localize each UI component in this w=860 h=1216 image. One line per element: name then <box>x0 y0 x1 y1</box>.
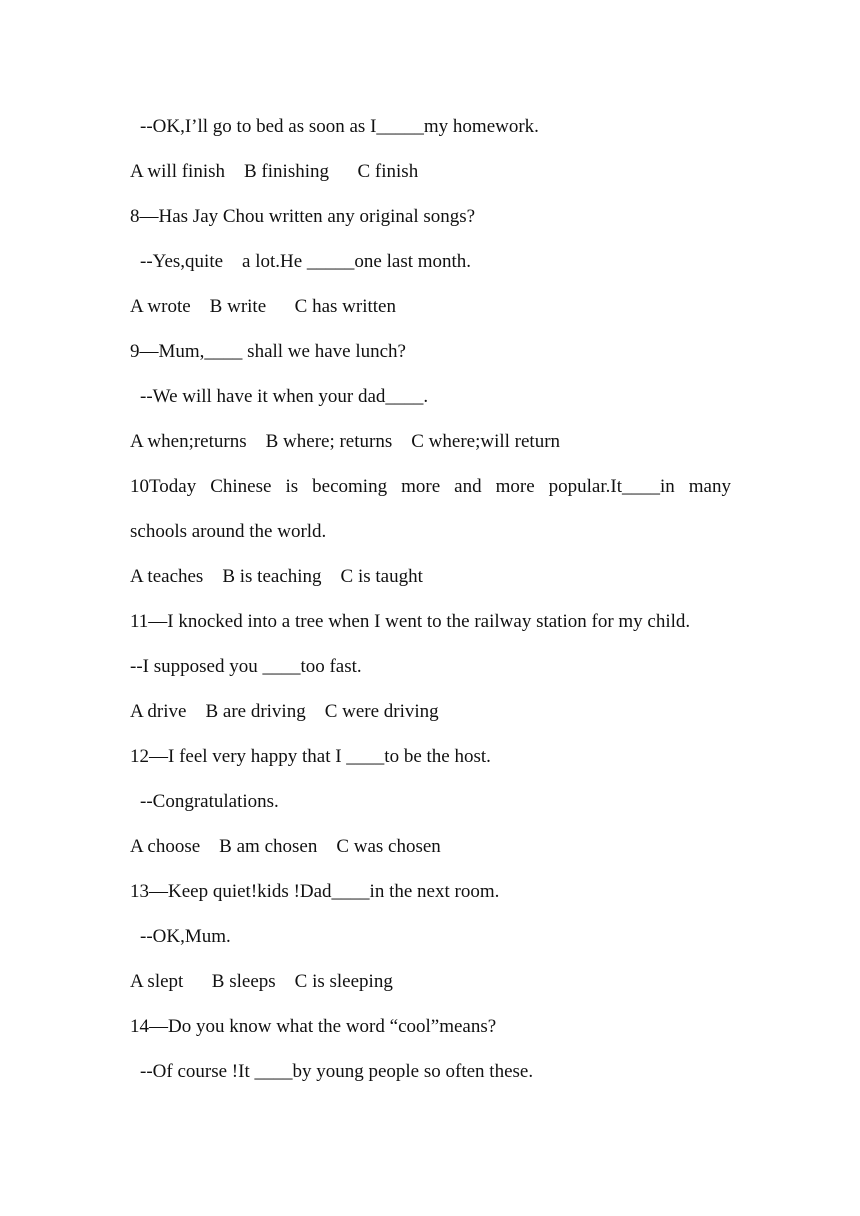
question-14-prompt: 14—Do you know what the word “cool”means? <box>130 1016 497 1037</box>
question-9-prompt: 9—Mum,____ shall we have lunch? <box>130 341 406 362</box>
question-8-answer-line: --Yes,quite a lot.He _____one last month. <box>140 251 472 272</box>
question-13-options: A slept B sleeps C is sleeping <box>130 971 393 992</box>
question-12-options: A choose B am chosen C was chosen <box>130 836 441 857</box>
question-7-options: A will finish B finishing C finish <box>130 161 419 182</box>
question-10-options: A teaches B is teaching C is taught <box>130 566 423 587</box>
question-8-prompt: 8—Has Jay Chou written any original songs? <box>130 206 476 227</box>
question-8-options: A wrote B write C has written <box>130 296 396 317</box>
question-12-prompt: 12—I feel very happy that I ____to be the host. <box>130 746 491 767</box>
question-13-prompt: 13—Keep quiet!kids !Dad____in the next room. <box>130 881 500 902</box>
question-11-options: A drive B are driving C were driving <box>130 701 439 722</box>
question-9-answer-line: --We will have it when your dad____. <box>140 386 429 407</box>
question-10-prompt-continued: schools around the world. <box>130 521 327 542</box>
question-12-answer-line: --Congratulations. <box>140 791 279 812</box>
question-14-answer-line: --Of course !It ____by young people so often these. <box>140 1061 534 1082</box>
question-7-answer-line: --OK,I’ll go to bed as soon as I_____my homework. <box>140 116 539 137</box>
question-9-options: A when;returns B where; returns C where;will return <box>130 431 561 452</box>
question-10-prompt: 10Today Chinese is becoming more and more popular.It____in many <box>130 476 731 497</box>
question-11-prompt: 11—I knocked into a tree when I went to the railway station for my child. <box>130 611 691 632</box>
question-13-answer-line: --OK,Mum. <box>140 926 231 947</box>
question-11-answer-line: --I supposed you ____too fast. <box>130 656 362 677</box>
